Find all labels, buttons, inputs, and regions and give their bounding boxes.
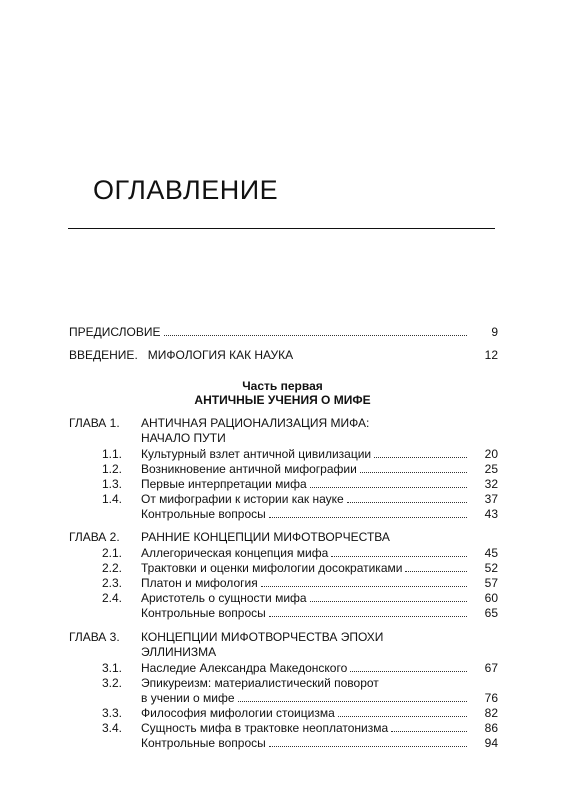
section-title: Культурный взлет античной цивилизации bbox=[141, 447, 372, 461]
toc-page-number: 57 bbox=[484, 576, 498, 590]
section-title: Аристотель о сущности мифа bbox=[141, 591, 307, 605]
dot-leader bbox=[269, 606, 467, 617]
toc-page-number: 37 bbox=[484, 492, 498, 506]
toc-page-number: 32 bbox=[484, 477, 498, 491]
section-title: Контрольные вопросы bbox=[141, 736, 266, 750]
section-title: От мифографии к истории как науке bbox=[141, 492, 344, 506]
section-title: Платон и мифология bbox=[141, 576, 258, 590]
toc-entry-questions[interactable] bbox=[141, 606, 470, 620]
part-title: АНТИЧНЫЕ УЧЕНИЯ О МИФЕ bbox=[194, 393, 371, 407]
section-number: 3.4. bbox=[101, 721, 122, 735]
section-title: Философия мифологии стоицизма bbox=[141, 706, 335, 720]
section-title: Контрольные вопросы bbox=[141, 606, 266, 620]
toc-entry-label: ПРЕДИСЛОВИЕ bbox=[69, 325, 161, 339]
toc-page-number: 67 bbox=[484, 661, 498, 675]
dot-leader bbox=[331, 546, 467, 557]
section-number: 3.1. bbox=[101, 661, 122, 675]
section-title: Аллегорическая концепция мифа bbox=[141, 546, 329, 560]
toc-entry-continued[interactable] bbox=[141, 691, 470, 705]
toc-entry[interactable] bbox=[141, 561, 470, 575]
dot-leader bbox=[310, 477, 467, 488]
dot-leader bbox=[391, 721, 467, 732]
toc-page-number: 94 bbox=[484, 736, 498, 750]
toc-page-number: 65 bbox=[484, 606, 498, 620]
introduction-title: МИФОЛОГИЯ КАК НАУКА bbox=[147, 348, 294, 362]
chapter-label: ГЛАВА 1. bbox=[69, 416, 120, 430]
toc-entry-introduction[interactable] bbox=[69, 348, 293, 362]
part-label: Часть первая bbox=[242, 379, 323, 393]
toc-entry[interactable] bbox=[141, 477, 470, 491]
dot-leader bbox=[261, 576, 467, 587]
toc-page-number: 45 bbox=[484, 546, 498, 560]
toc-page-number: 76 bbox=[484, 691, 498, 705]
toc-entry[interactable] bbox=[141, 447, 470, 461]
chapter-title[interactable]: КОНЦЕПЦИИ МИФОТВОРЧЕСТВА ЭПОХИ bbox=[141, 630, 384, 644]
section-title: Трактовки и оценки мифологии досократиками bbox=[141, 561, 403, 575]
section-title: Первые интерпретации мифа bbox=[141, 477, 307, 491]
toc-page-number: 82 bbox=[484, 706, 498, 720]
toc-page-number: 60 bbox=[484, 591, 498, 605]
dot-leader bbox=[405, 561, 467, 572]
chapter-label: ГЛАВА 2. bbox=[69, 530, 120, 544]
toc-entry[interactable] bbox=[141, 492, 470, 506]
section-number: 1.3. bbox=[101, 477, 122, 491]
dot-leader bbox=[164, 325, 468, 336]
dot-leader bbox=[350, 661, 467, 672]
toc-entry[interactable] bbox=[141, 462, 470, 476]
section-number: 1.1. bbox=[101, 447, 122, 461]
chapter-title[interactable]: ЭЛЛИНИЗМА bbox=[141, 645, 217, 659]
toc-page-number: 25 bbox=[484, 462, 498, 476]
dot-leader bbox=[360, 462, 467, 473]
chapter-title[interactable]: АНТИЧНАЯ РАЦИОНАЛИЗАЦИЯ МИФА: bbox=[141, 416, 370, 430]
dot-leader bbox=[347, 492, 467, 503]
section-title: Возникновение античной мифографии bbox=[141, 462, 357, 476]
toc-entry-questions[interactable] bbox=[141, 507, 470, 521]
dot-leader bbox=[374, 447, 467, 458]
section-number: 1.4. bbox=[101, 492, 122, 506]
chapter-title[interactable]: НАЧАЛО ПУТИ bbox=[141, 431, 226, 445]
toc-page-number: 12 bbox=[484, 348, 498, 362]
dot-leader bbox=[310, 591, 467, 602]
dot-leader bbox=[338, 706, 467, 717]
toc-entry[interactable] bbox=[141, 661, 470, 675]
toc-entry[interactable] bbox=[141, 546, 470, 560]
dot-leader bbox=[238, 691, 467, 702]
section-title: в учении о мифе bbox=[141, 691, 235, 705]
toc-page-number: 52 bbox=[484, 561, 498, 575]
chapter-title[interactable]: РАННИЕ КОНЦЕПЦИИ МИФОТВОРЧЕСТВА bbox=[141, 530, 390, 544]
toc-page-number: 43 bbox=[484, 507, 498, 521]
section-title: Наследие Александра Македонского bbox=[141, 661, 348, 675]
toc-page-number: 86 bbox=[484, 721, 498, 735]
chapter-label: ГЛАВА 3. bbox=[69, 630, 120, 644]
dot-leader bbox=[269, 736, 467, 747]
section-number: 2.2. bbox=[101, 561, 122, 575]
toc-entry[interactable]: Эпикуреизм: материалистический поворот bbox=[141, 676, 379, 690]
toc-page-number: 9 bbox=[491, 325, 498, 339]
section-title: Сущность мифа в трактовке неоплатонизма bbox=[141, 721, 389, 735]
toc-entry[interactable] bbox=[141, 591, 470, 605]
toc-page-number: 20 bbox=[484, 447, 498, 461]
section-number: 3.2. bbox=[101, 676, 122, 690]
toc-entry-questions[interactable] bbox=[141, 736, 470, 750]
section-number: 2.3. bbox=[101, 576, 122, 590]
title-rule bbox=[68, 228, 495, 229]
toc-entry[interactable] bbox=[141, 721, 470, 735]
section-number: 2.1. bbox=[101, 546, 122, 560]
toc-entry[interactable] bbox=[141, 576, 470, 590]
dot-leader bbox=[269, 507, 467, 518]
page-title: ОГЛАВЛЕНИЕ bbox=[93, 175, 279, 205]
section-number: 1.2. bbox=[101, 462, 122, 476]
toc-entry-preface[interactable] bbox=[69, 325, 470, 339]
section-number: 3.3. bbox=[101, 706, 122, 720]
toc-entry[interactable] bbox=[141, 706, 470, 720]
introduction-label: ВВЕДЕНИЕ. bbox=[69, 348, 138, 362]
section-title: Контрольные вопросы bbox=[141, 507, 266, 521]
section-number: 2.4. bbox=[101, 591, 122, 605]
